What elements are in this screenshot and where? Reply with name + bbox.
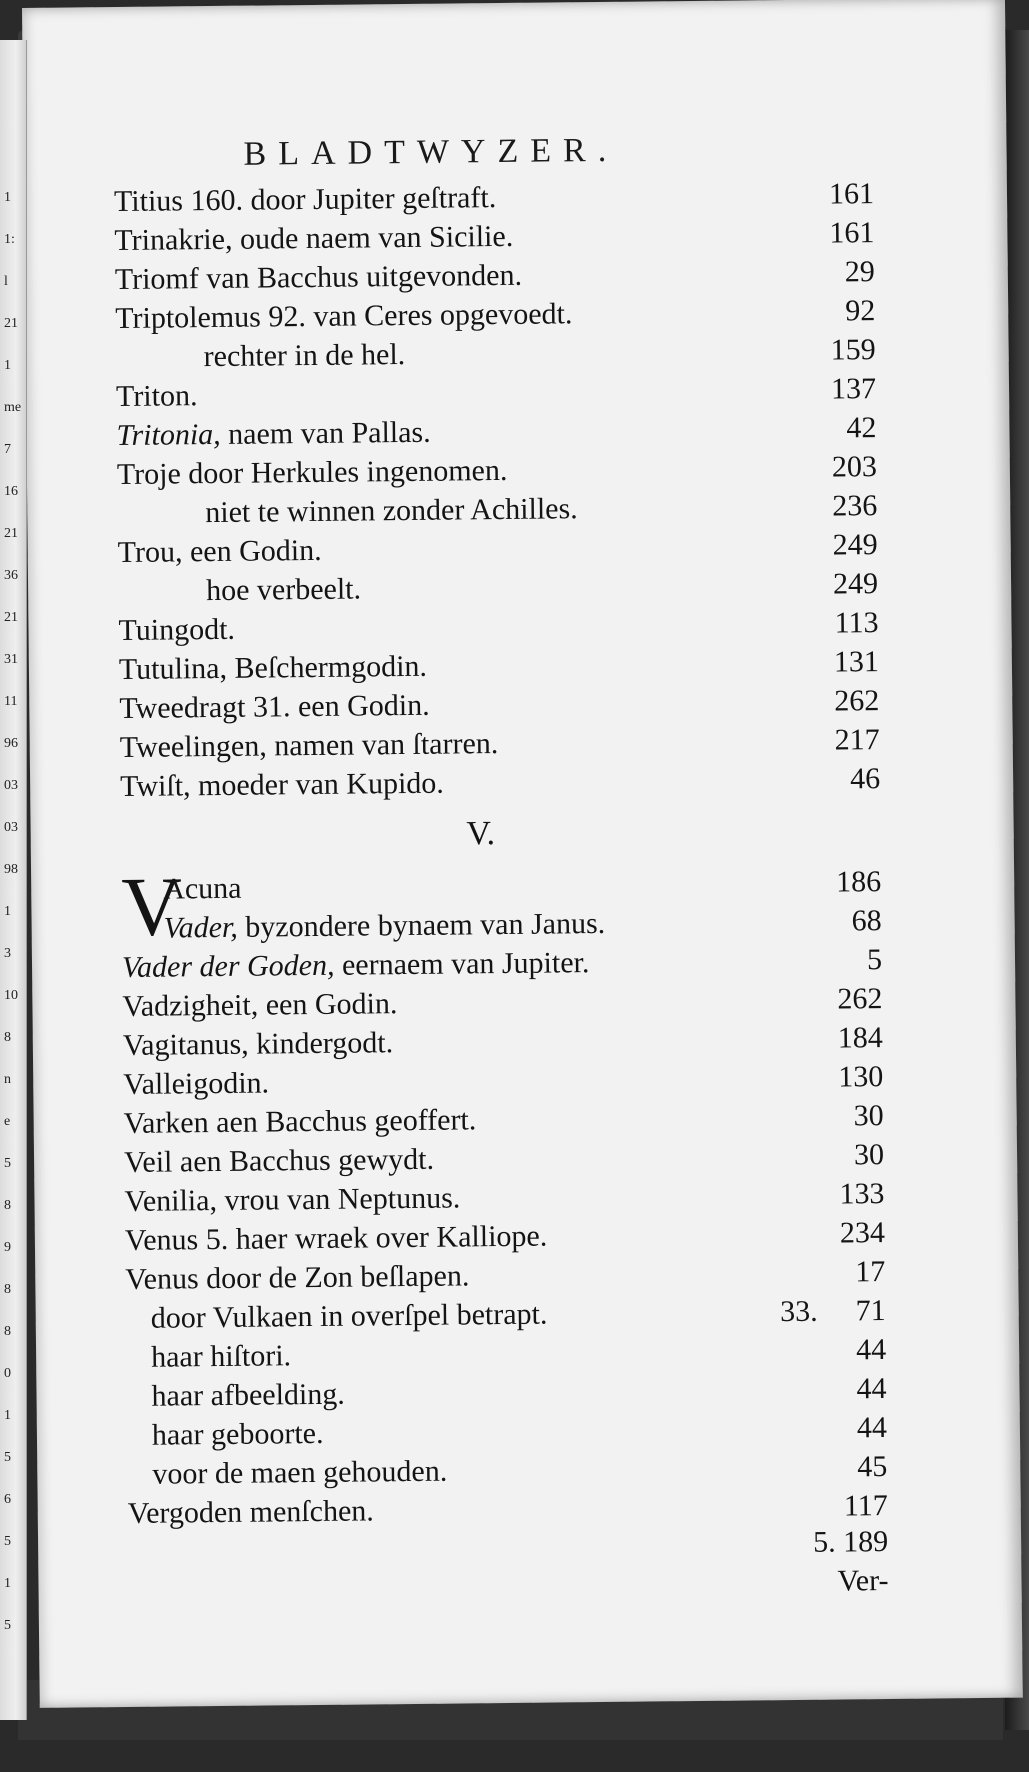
adjacent-page-number: 8 [4, 1282, 11, 1297]
entry-page-number: 30 [853, 1099, 884, 1133]
entry-description: van Bacchus uitgevonden. [198, 258, 523, 296]
adjacent-page-number: 21 [4, 316, 18, 331]
entry-term: Vagitanus, [122, 1027, 249, 1062]
adjacent-page-number: 8 [4, 1030, 11, 1045]
catchword-line [128, 1564, 888, 1611]
adjacent-page-number: 21 [4, 526, 18, 541]
entry-description: een Godin. [258, 987, 398, 1022]
adjacent-page-number: 21 [4, 610, 18, 625]
entry-term: Venilia, [124, 1184, 218, 1218]
section-t-entries [114, 174, 880, 806]
adjacent-page-number: 0 [4, 1366, 11, 1381]
dropcap-letter: V [120, 860, 183, 955]
entry-term: Veil [123, 1145, 173, 1179]
entry-extra-page: 33. [780, 1294, 818, 1329]
adjacent-page-number: 03 [4, 778, 18, 793]
entry-description: door Vulkaen in overſpel betrapt. [150, 1297, 548, 1335]
last-line-pages: 5. 189 [812, 1525, 889, 1559]
entry-description: haar geboorte. [151, 1416, 324, 1452]
adjacent-page-number: 1 [4, 1576, 11, 1591]
entry-page-number: 161 [829, 216, 875, 250]
entry-page-number: 236 [832, 489, 878, 523]
entry-description: aen Bacchus geoffert. [208, 1103, 477, 1140]
adjacent-page-number: 03 [4, 820, 18, 835]
adjacent-page-number: 6 [4, 1492, 11, 1507]
adjacent-page-number: 1 [4, 1408, 11, 1423]
entry-description: door de Zon beſlapen. [198, 1259, 470, 1296]
entry-term: Troje [116, 457, 181, 492]
entry-description: vrou van Neptunus. [216, 1181, 461, 1218]
entry-page-number: 29 [844, 255, 875, 289]
entry-description: haar afbeelding. [151, 1377, 345, 1413]
entry-description: een Godin. [182, 533, 322, 569]
entry-description: naem van Pallas. [220, 415, 431, 451]
adjacent-page-number: 11 [4, 694, 18, 709]
entry-page-number: 133 [839, 1177, 885, 1211]
adjacent-page-number: n [4, 1072, 11, 1087]
dropcap-block [120, 860, 882, 955]
entry-description: aen Bacchus gewydt. [172, 1142, 435, 1179]
adjacent-page-number: 98 [4, 862, 18, 877]
entry-term: Trou, [117, 535, 183, 570]
entry-description: oude naem van Sicilie. [232, 219, 514, 256]
entry-page-number: 71 [855, 1294, 886, 1328]
adjacent-page-number: 1 [4, 358, 11, 373]
adjacent-page-number: 5 [4, 1156, 11, 1171]
entry-page-number: 217 [834, 723, 880, 757]
adjacent-page-number: l [4, 274, 8, 289]
entry-term: Titius [113, 184, 184, 219]
running-head: BLADTWYZER. [243, 131, 619, 173]
entry-term: Vader der Goden, [121, 948, 335, 985]
entry-description: hoe verbeelt. [205, 572, 362, 608]
entry-page-number: 249 [832, 567, 879, 601]
index-entries [114, 174, 889, 1611]
entry-page-number: 45 [857, 1450, 888, 1484]
entry-term: Vergoden [127, 1495, 243, 1530]
entry-page-number: 234 [839, 1216, 886, 1250]
entry-description: menſchen. [242, 1494, 374, 1529]
adjacent-page-number: 7 [4, 442, 11, 457]
entry-term: Vader, [163, 910, 238, 945]
entry-term: Vadzigheit, [122, 988, 259, 1024]
entry-description: 92. van Ceres opgevoedt. [260, 297, 573, 334]
entry-page-number: 137 [830, 372, 877, 406]
entry-description: haar hiſtori. [150, 1339, 292, 1374]
entry-page-number: 130 [838, 1060, 884, 1094]
entry-page-number: 262 [837, 982, 883, 1016]
entry-page-number: 159 [830, 333, 876, 367]
adjacent-page-edge [0, 40, 27, 1720]
adjacent-page-number: 8 [4, 1198, 11, 1213]
entry-page-number: 186 [836, 865, 882, 899]
entry-description: namen van ſtarren. [266, 727, 499, 763]
entry-term: Tweelingen, [119, 729, 267, 765]
entry-page-number: 44 [856, 1411, 888, 1445]
entry-term: Valleigodin. [123, 1066, 270, 1101]
index-entry [120, 759, 880, 806]
entry-page-number: 5 [866, 943, 883, 977]
entry-page-number: 17 [855, 1255, 886, 1289]
entry-page-number: 131 [833, 645, 880, 679]
entry-description: 5. haer wraek over Kalliope. [198, 1219, 548, 1257]
entry-term: Varken [123, 1106, 209, 1140]
entry-description: Beſchermgodin. [226, 649, 428, 685]
entry-page-number: 46 [849, 762, 881, 796]
entry-page-number: 117 [843, 1489, 888, 1523]
entry-page-number: 44 [855, 1333, 887, 1367]
entry-page-number: 161 [828, 177, 875, 211]
entry-term: Venus [125, 1262, 199, 1296]
entry-page-number: 42 [846, 411, 877, 445]
adjacent-page-number: 5 [4, 1618, 11, 1633]
entry-term: Triptolemus [115, 300, 262, 336]
entry-page-number: 68 [851, 904, 882, 938]
entry-term: Twiſt, [119, 769, 191, 804]
adjacent-page-number: me [4, 400, 22, 415]
entry-description: eernaem van Jupiter. [334, 946, 590, 982]
catchword: Ver- [837, 1564, 889, 1598]
adjacent-page-number: 10 [4, 988, 18, 1003]
entry-term: Trinakrie, [114, 222, 233, 258]
adjacent-page-number: 9 [4, 1240, 11, 1255]
adjacent-page-number: 16 [4, 484, 18, 499]
adjacent-page-number: 1 [4, 904, 11, 919]
entry-description: byzondere bynaem van Janus. [237, 906, 606, 944]
entry-description: 160. door Jupiter geſtraft. [182, 181, 497, 218]
entry-page-number: 184 [837, 1021, 884, 1055]
dropcap-entries [120, 860, 882, 955]
adjacent-page-number: 36 [4, 568, 18, 583]
entry-page-number: 92 [845, 294, 876, 328]
adjacent-page-number: 1: [4, 232, 15, 247]
entry-description: voor de maen gehouden. [152, 1454, 448, 1491]
entry-description: niet te winnen zonder Achilles. [205, 492, 578, 530]
entry-description: 31. een Godin. [245, 688, 430, 724]
entry-page-number: 113 [834, 606, 879, 640]
adjacent-page-number: 31 [4, 652, 18, 667]
adjacent-page-number: 1 [4, 190, 11, 205]
adjacent-page-number: 8 [4, 1324, 11, 1339]
section-v-entries [122, 940, 888, 1533]
entry-term: Tutulina, [118, 651, 228, 687]
entry-page-number: 30 [853, 1138, 885, 1172]
entry-page-number: 262 [834, 684, 880, 718]
section-heading-v: V. [466, 815, 496, 853]
adjacent-page-number: e [4, 1114, 11, 1129]
book-page [22, 0, 1023, 1708]
entry-term: Triton. [115, 379, 198, 414]
entry-page-number: 44 [856, 1372, 887, 1406]
entry-description: moeder van Kupido. [190, 766, 445, 803]
entry-term: Tuingodt. [118, 612, 236, 648]
entry-term: Tweedragt [119, 690, 246, 726]
entry-term: Tritonia, [116, 417, 221, 453]
adjacent-page-number: 3 [4, 946, 11, 961]
entry-description: rechter in de hel. [203, 338, 406, 374]
entry-description: kindergodt. [248, 1026, 394, 1061]
adjacent-page-number: 5 [4, 1450, 11, 1465]
entry-page-number: 249 [832, 528, 878, 562]
entry-term: Triomf [114, 262, 199, 297]
entry-page-number: 203 [831, 450, 878, 484]
adjacent-page-number: 5 [4, 1534, 11, 1549]
entry-term: Acuna [163, 871, 242, 906]
entry-description: door Herkules ingenomen. [180, 453, 508, 491]
adjacent-page-number: 96 [4, 736, 18, 751]
entry-term: Venus [124, 1223, 199, 1257]
